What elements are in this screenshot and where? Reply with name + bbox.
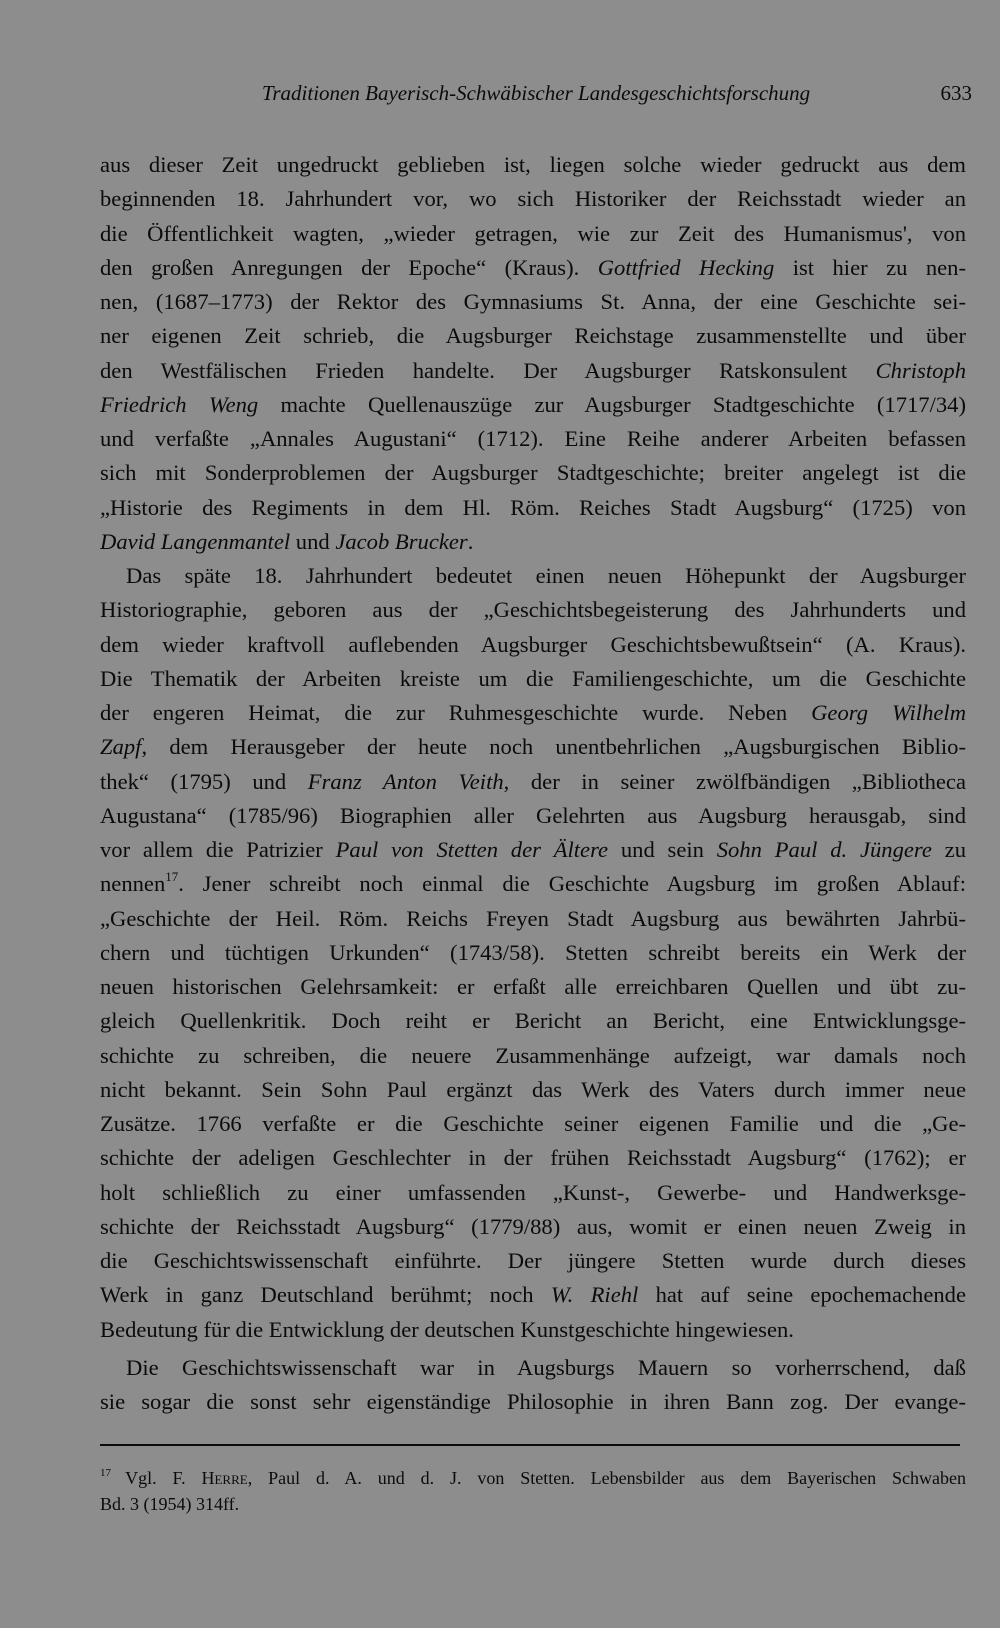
italic-name: Zapf — [100, 734, 142, 760]
text-line — [100, 217, 966, 251]
text-run: holt schließlich zu einer umfassenden „Kunst-, Gewerbe- und Handwerksge- — [100, 1179, 966, 1205]
text-line — [100, 1210, 966, 1244]
text-run: neuen historischen Gelehrsamkeit: er erfaßt alle erreichbaren Quellen und übt zu- — [100, 974, 966, 999]
text-line — [100, 936, 966, 970]
italic-name: Christoph — [875, 357, 966, 383]
text-run: und verfaßte „Annales Augustani“ (1712). Eine Reihe anderer Arbeiten befassen — [100, 426, 966, 451]
text-run: Augustana“ (1785/96) Biographien aller Gelehrten aus Augsburg herausgab, sind — [100, 802, 966, 828]
text-line — [100, 1244, 966, 1278]
text-run: der engeren Heimat, die zur Ruhmesgeschichte wurde. Neben — [100, 700, 812, 725]
text-run: . — [467, 528, 474, 554]
text-line — [100, 1039, 966, 1073]
text-line — [100, 1385, 966, 1419]
text-run: zu — [931, 837, 966, 862]
text-line — [100, 559, 966, 593]
text-line — [100, 696, 966, 730]
text-line — [100, 182, 966, 216]
text-line — [100, 867, 966, 901]
text-run: und sein — [608, 837, 717, 862]
text-run: schichte der Reichsstadt Augsburg“ (1779/88) aus, womit er einen neuen Zweig in — [100, 1213, 966, 1239]
text-line — [100, 525, 966, 559]
text-run: „Historie des Regiments in dem Hl. Röm. Reiches Stadt Augsburg“ (1725) von — [100, 494, 966, 520]
text-run: und — [290, 528, 336, 554]
text-run: Historiographie, geboren aus der „Geschichtsbegeisterung des Jahrhunderts und — [100, 597, 966, 623]
text-run: Werk in ganz Deutschland berühmt; noch — [100, 1282, 551, 1308]
text-line — [100, 1073, 966, 1107]
text-line — [100, 730, 966, 764]
text-run: sie sogar die sonst sehr eigenständige Philosophie in ihren Bann zog. Der evange- — [100, 1389, 966, 1414]
text-line — [100, 1351, 966, 1385]
footnote-marker: 17 — [100, 1467, 126, 1479]
text-line — [100, 593, 966, 627]
text-run: , Paul d. A. und d. J. von Stetten. Lebensbilder aus dem Bayerischen Schwaben — [247, 1468, 966, 1488]
text-line — [100, 902, 966, 936]
text-run: Die Thematik der Arbeiten kreiste um die Familiengeschichte, um die Geschichte — [100, 665, 966, 691]
text-line — [100, 628, 966, 662]
text-line — [100, 1176, 966, 1210]
text-run: machte Quellenauszüge zur Augsburger Stadtgeschichte (1717/34) — [258, 391, 966, 417]
text-line — [100, 354, 966, 388]
italic-name: W. Riehl — [550, 1282, 639, 1308]
text-run: chern und tüchtigen Urkunden“ (1743/58). Stetten schreibt bereits ein Werk der — [100, 939, 966, 965]
text-run: Vgl. F. — [125, 1468, 202, 1488]
footnote-reference: 17 — [165, 869, 179, 885]
text-line — [100, 148, 966, 182]
text-run: , dem Herausgeber der heute noch unentbehrlichen „Augsburgischen Biblio- — [141, 734, 966, 760]
text-line — [100, 456, 966, 490]
text-line — [100, 319, 966, 353]
text-run: Bd. 3 (1954) 314ff. — [100, 1494, 240, 1514]
text-run: , der in seiner zwölfbändigen „Bibliotheca — [503, 768, 966, 794]
footnote-line — [100, 1465, 966, 1491]
text-run: Das späte 18. Jahrhundert bedeutet einen neuen Höhepunkt der Augsburger — [126, 563, 966, 588]
text-line — [100, 1141, 966, 1175]
text-run: den großen Anregungen der Epoche“ (Kraus). — [100, 254, 598, 280]
text-run: die Geschichtswissenschaft einführte. Der jüngere Stetten wurde durch dieses — [100, 1248, 966, 1273]
text-line — [100, 285, 966, 319]
text-run: thek“ (1795) und — [100, 768, 308, 794]
text-run: hat auf seine epochemachende — [638, 1282, 966, 1308]
body-text — [100, 148, 966, 1419]
running-head — [100, 78, 972, 108]
footnote-separator — [100, 1444, 960, 1446]
text-line — [100, 491, 966, 525]
text-run: nennen — [100, 871, 166, 897]
text-run: Zusätze. 1766 verfaßte er die Geschichte seiner eigenen Familie und die „Ge- — [100, 1111, 966, 1136]
italic-name: Gottfried Hecking — [597, 254, 775, 280]
text-run: vor allem die Patrizier — [100, 837, 336, 862]
text-line — [100, 1107, 966, 1141]
text-run: . Jener schreibt noch einmal die Geschichte Augsburg im großen Ablauf: — [178, 871, 966, 897]
footnote-line — [100, 1491, 966, 1517]
text-run: sich mit Sonderproblemen der Augsburger Stadtgeschichte; breiter angelegt ist die — [100, 460, 966, 486]
text-line — [100, 833, 966, 867]
italic-name: Paul von Stetten der Ältere — [335, 837, 609, 862]
italic-name: Franz Anton Veith — [307, 768, 504, 794]
text-line — [100, 1278, 966, 1312]
text-line — [100, 388, 966, 422]
italic-name: Friedrich Weng — [100, 391, 259, 417]
text-line — [100, 1004, 966, 1038]
text-run: beginnenden 18. Jahrhundert vor, wo sich Historiker der Reichsstadt wieder an — [100, 186, 966, 212]
text-line — [100, 765, 966, 799]
text-line — [100, 422, 966, 456]
text-line — [100, 662, 966, 696]
text-run: aus dieser Zeit ungedruckt geblieben ist, liegen solche wieder gedruckt aus dem — [100, 152, 966, 177]
text-run: den Westfälischen Frieden handelte. Der Augsburger Ratskonsulent — [100, 357, 876, 383]
text-run: gleich Quellenkritik. Doch reiht er Bericht an Bericht, eine Entwicklungsge- — [100, 1008, 966, 1034]
text-run: ist hier zu nen- — [774, 254, 966, 280]
text-run: die Öffentlichkeit wagten, „wieder getragen, wie zur Zeit des Humanismus', von — [100, 220, 966, 246]
text-run: „Geschichte der Heil. Röm. Reichs Freyen Stadt Augsburg aus bewährten Jahrbü- — [100, 905, 966, 931]
text-line — [100, 799, 966, 833]
footnote — [100, 1465, 966, 1517]
text-run: nen, (1687–1773) der Rektor des Gymnasiums St. Anna, der eine Geschichte sei- — [100, 289, 966, 314]
italic-name: Jacob Brucker — [335, 528, 468, 554]
text-line — [100, 251, 966, 285]
italic-name: Sohn Paul d. Jüngere — [716, 837, 932, 862]
text-run: ner eigenen Zeit schrieb, die Augsburger Reichstage zusammenstellte und über — [100, 323, 966, 349]
text-run: schichte zu schreiben, die neuere Zusammenhänge aufzeigt, war damals noch — [100, 1042, 966, 1068]
running-title: Traditionen Bayerisch-Schwäbischer Landesgeschichtsforschung — [261, 81, 811, 105]
author-name: Herre — [201, 1468, 248, 1488]
text-line — [100, 1313, 966, 1347]
text-run: dem wieder kraftvoll auflebenden Augsburger Geschichtsbewußtsein“ (A. Kraus). — [100, 631, 966, 657]
text-line — [100, 970, 966, 1004]
text-run: Bedeutung für die Entwicklung der deutschen Kunstgeschichte hingewiesen. — [100, 1316, 794, 1342]
italic-name: Georg Wilhelm — [811, 700, 966, 725]
page-number: 633 — [940, 81, 972, 105]
text-run: Die Geschichtswissenschaft war in Augsburgs Mauern so vorherrschend, daß — [126, 1354, 966, 1380]
text-run: nicht bekannt. Sein Sohn Paul ergänzt das Werk des Vaters durch immer neue — [100, 1076, 966, 1102]
text-run: schichte der adeligen Geschlechter in der frühen Reichsstadt Augsburg“ (1762); er — [100, 1145, 966, 1171]
italic-name: David Langenmantel — [100, 528, 291, 554]
